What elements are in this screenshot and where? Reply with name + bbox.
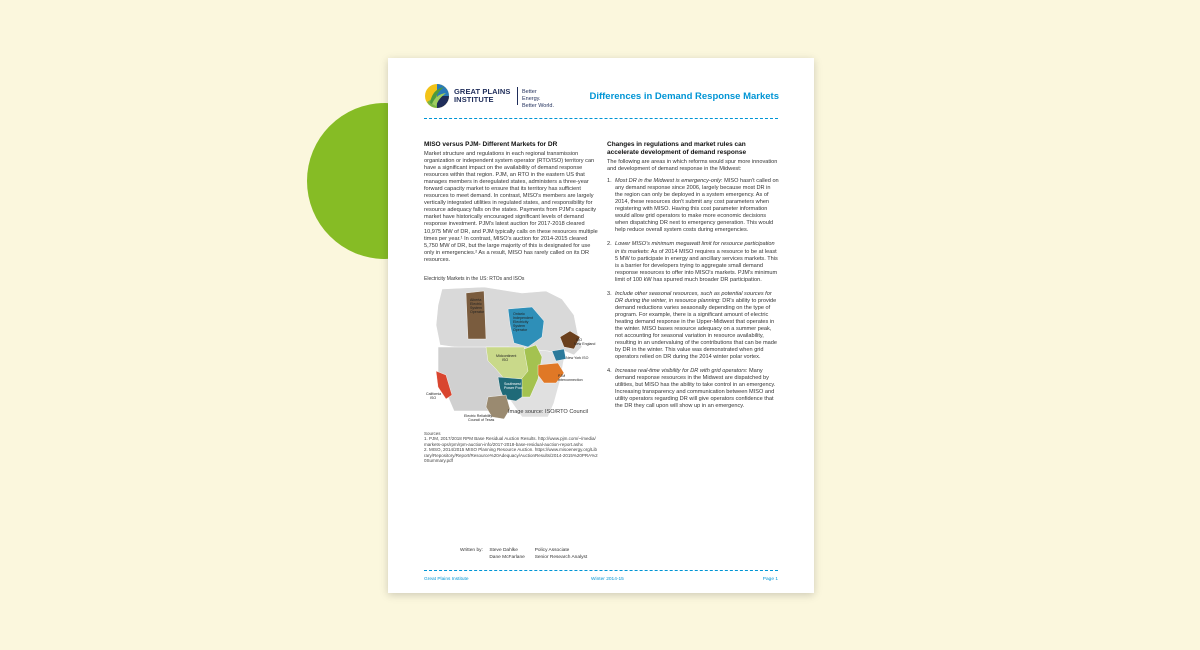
map-source: Image source: ISO/RTO Council <box>507 408 588 415</box>
logo-tagline <box>522 89 554 110</box>
list-item-text: : MISO hasn't called on any demand response since 2006, largely because most DR in the region can only be deployed in a system emergency. As of 2014, these resources don't submit any cost parameters when registering with MISO. Having this cost parameter information would allow grid operators to make more economic decisions when dispatching DR next to emergency generation. This would help reduce overall system costs during emergencies. <box>615 178 779 234</box>
list-item <box>607 178 779 234</box>
footer-divider <box>424 570 778 571</box>
map-caption: Electricity Markets in the US: RTOs and ISOs <box>424 275 525 282</box>
label-caiso: California ISO <box>426 391 442 400</box>
right-column <box>607 141 779 418</box>
label-spp: Southwest Power Pool <box>504 381 523 390</box>
label-miso: Midcontinent ISO <box>496 353 517 362</box>
list-item-lead: Increase real-time visibility for DR with grid operators <box>615 368 746 375</box>
list-item-lead: Most DR in the Midwest is emergency-only <box>615 178 722 185</box>
list-item-number: 3. <box>607 290 612 297</box>
left-body: Market structure and regulations in each regional transmission organization or independent system operator (RTO/ISO) territory can have a significant impact on the availability of demand response resources within that region. PJM, an RTO in the eastern US that manages members in deregulated states, administers a three-year forward capacity market to ensure that its territory has sufficient resources to meet demand. In contrast, MISO's members are largely vertically integrated utilities in regulated states, and responsibility for resource adequacy falls on the states. Payments from PJM's capacity market have historically encouraged significant levels of demand response investment. PJM's latest auction for 2017-2018 cleared 10,975 MW of DR, and PJM typically calls on these resources multiple times per year.¹ In contrast, MISO's auction for 2014-2015 cleared 5,750 MW of DR, but the large majority of this is designated for use only in emergencies.² As a result, MISO has rarely called on its DR resources. <box>424 151 598 263</box>
right-heading: Changes in regulations and market rules can accelerate development of demand response <box>607 141 747 156</box>
label-isone: ISO New England <box>574 337 596 346</box>
list-item-number: 1. <box>607 178 612 185</box>
tagline-line-1: Better Energy. <box>522 89 541 102</box>
gpi-logo-icon <box>424 83 450 109</box>
list-item-number: 2. <box>607 241 612 248</box>
list-item <box>607 291 779 361</box>
written-by-label: Written by: <box>460 548 483 553</box>
reform-list <box>607 178 779 410</box>
list-item <box>607 241 779 283</box>
list-item-text: : DR's ability to provide demand reductions varies seasonally depending on the type of program. For example, there is a significant amount of electric heating demand response in the Upper-Midwest that operates in the winter. MISO bases resource adequacy on a summer peak, not accounting for seasonal variation in resource availability, resulting in an undervaluing of the contributions that can be made by DR in the winter. This value was demonstrated when grid operators relied on DR during the 2014 winter polar vortex. <box>615 297 778 361</box>
tagline-line-2: Better World. <box>522 103 554 109</box>
source-item: 1. PJM, 2017/2018 RPM Base Residual Auction Results. http://www.pjm.com/~/media/markets-ops/rpm/rpm-auction-info/2017-2018-base-residual-auction-report.ashx <box>424 436 596 447</box>
authors-block <box>460 548 587 561</box>
logo-divider <box>517 87 518 105</box>
label-ercot: Electric Reliability Council of Texas <box>464 413 495 422</box>
label-pjm: PJM Interconnection <box>558 373 583 382</box>
list-item <box>607 368 779 410</box>
label-ontario: Ontario Independent Electricity System Operator <box>513 311 533 332</box>
author-role: Senior Research Analyst <box>534 554 588 560</box>
gpi-logo <box>424 83 554 109</box>
list-item-text: : Many demand response resources in the Midwest are dispatched by utilities, but MISO has the ability to take control in an emergency. Increasing transparency and communication between MISO and utility operators regarding DR will give operators confidence that the DR they call upon will show up in an emergency. <box>615 368 776 410</box>
list-item-lead: Include other seasonal resources, such as potential sources for DR during the winter, in resource planning <box>615 290 772 304</box>
logo-line-1: GREAT PLAINS <box>454 87 511 96</box>
header-divider <box>424 118 778 119</box>
left-column <box>424 141 598 464</box>
label-nyiso: New York ISO <box>566 355 589 360</box>
author-name: Dane McFarlane <box>489 554 525 560</box>
author-role: Policy Associate <box>534 548 570 553</box>
sources-list <box>424 431 598 464</box>
list-item-number: 4. <box>607 368 612 375</box>
left-heading: MISO versus PJM- Different Markets for DR <box>424 141 558 148</box>
list-item-lead: Lower MISO's minimum megawatt limit for resource participation in its markets <box>615 241 775 255</box>
footer-page: Page 1 <box>762 577 778 582</box>
label-alberta: Alberta Electric System Operator <box>470 297 485 314</box>
logo-line-2: INSTITUTE <box>454 95 494 104</box>
source-item: 2. MISO, 2014/2015 MISO Planning Resource Auction. https://www.misoenergy.org/Library/Repository/Report/Resource%20Adequacy/AuctionResults/2014-2015%20PRA%20Summary.pdf <box>424 447 598 464</box>
list-item-text: : As of 2014 MISO requires a resource to be at least 5 MW to participate in energy and ancillary services markets. This is a barrier for developers trying to aggregate small demand response resources to offer into MISO's markets. PJM's minimum limit of 100 kW has spurred much broader DR participation. <box>615 248 778 283</box>
sources-title: Sources <box>424 430 441 436</box>
document-title: Differences in Demand Response Markets <box>589 91 779 102</box>
footer-org: Great Plains Institute <box>424 577 469 582</box>
rto-iso-map <box>424 285 596 425</box>
right-intro: The following are areas in which reforms would spur more innovation and development of demand response in the Midwest: <box>607 159 778 173</box>
document-page <box>388 58 814 593</box>
author-name: Steve Dahlke <box>489 548 518 553</box>
footer-date: Winter 2014-15 <box>591 577 624 582</box>
logo-wordmark <box>454 88 510 104</box>
